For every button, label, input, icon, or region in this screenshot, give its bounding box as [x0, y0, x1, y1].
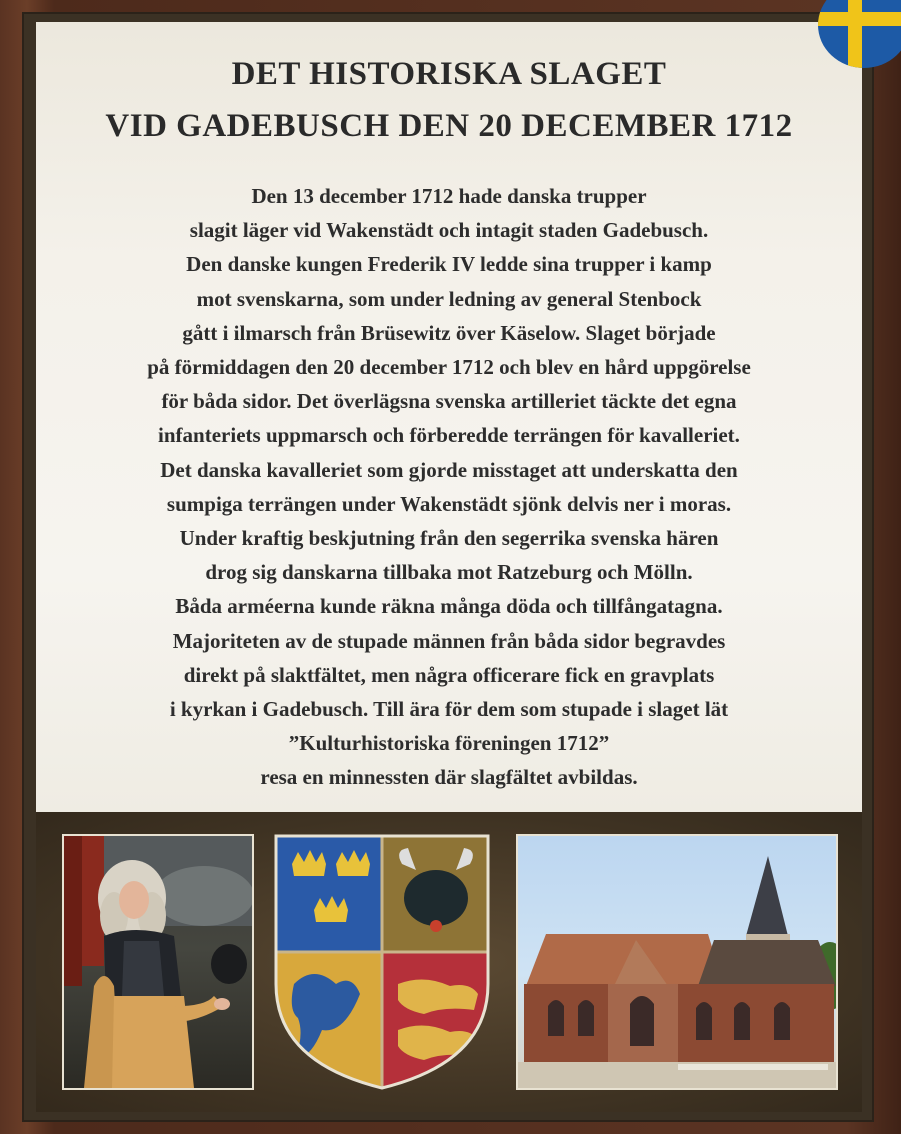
- body-line: i kyrkan i Gadebusch. Till ära för dem som stupade i slaget lät: [169, 697, 729, 722]
- body-text: [36, 179, 862, 795]
- body-line: för båda sidor. Det överlägsna svenska artilleriet täckte det egna: [161, 389, 737, 414]
- body-line: Under kraftig beskjutning från den segerrika svenska hären: [179, 526, 719, 551]
- body-line: Båda arméerna kunde räkna många döda och tillfångatagna.: [175, 594, 723, 619]
- title-line-2: VID GADEBUSCH DEN 20 DECEMBER 1712: [105, 108, 793, 144]
- church-photo-icon: [516, 834, 838, 1090]
- body-line: gått i ilmarsch från Brüsewitz över Käselow. Slaget började: [182, 320, 716, 345]
- body-line: slagit läger vid Wakenstädt och intagit staden Gadebusch.: [189, 218, 709, 243]
- image-strip: [36, 812, 862, 1112]
- body-line: resa en minnessten där slagfältet avbildas.: [260, 765, 638, 790]
- body-line: direkt på slaktfältet, men några officerare fick en gravplats: [183, 662, 715, 687]
- body-line: mot svenskarna, som under ledning av general Stenbock: [196, 286, 702, 311]
- body-line: på förmiddagen den 20 december 1712 och blev en hård uppgörelse: [147, 355, 751, 380]
- body-line: sumpiga terrängen under Wakenstädt sjönk delvis ner i moras.: [166, 491, 732, 516]
- body-line: Den danske kungen Frederik IV ledde sina trupper i kamp: [186, 252, 712, 277]
- portrait-painting-icon: [62, 834, 254, 1090]
- title-line-1: DET HISTORISKA SLAGET: [231, 56, 667, 92]
- body-line: Det danska kavalleriet som gjorde misstaget att underskatta den: [160, 457, 738, 482]
- coat-of-arms-icon: [274, 834, 490, 1090]
- body-line: drog sig danskarna tillbaka mot Ratzeburg och Mölln.: [205, 560, 693, 585]
- body-line: Den 13 december 1712 hade danska trupper: [251, 184, 647, 208]
- body-line: infanteriets uppmarsch och förberedde terrängen för kavalleriet.: [158, 423, 740, 448]
- text-panel: [36, 22, 862, 812]
- body-line: Majoriteten av de stupade männen från båda sidor begravdes: [172, 628, 726, 653]
- body-line: ”Kulturhistoriska föreningen 1712”: [288, 731, 610, 756]
